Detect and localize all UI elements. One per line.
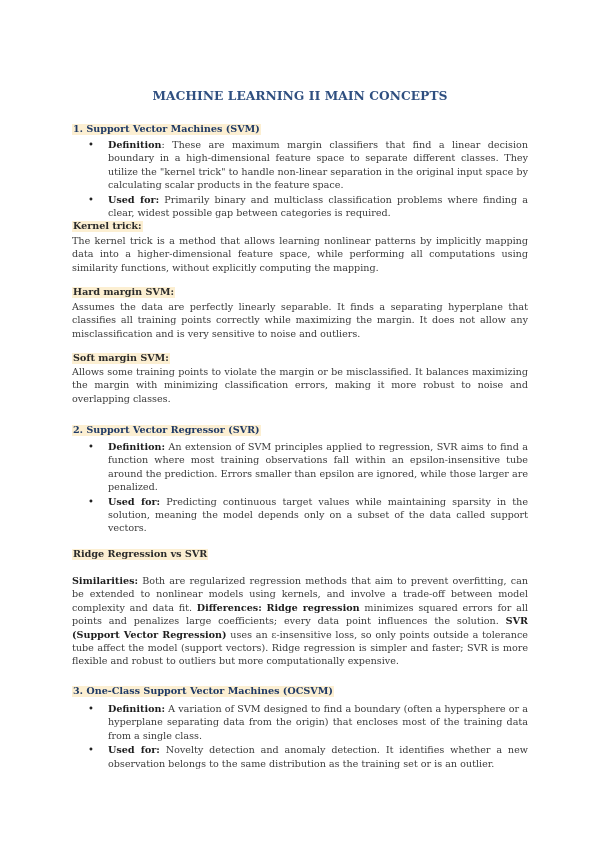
hard-margin-heading: Hard margin SVM: (73, 287, 175, 298)
ocsvm-bullet-list (72, 703, 528, 772)
svm-used-for-item: • Used for: Primarily binary and multiclass classification problems where finding a clear, widest possible gap between categories is required. (72, 194, 528, 221)
svr-used-for-item: • Used for: Predicting continuous target values while maintaining sparsity in the solution, meaning the model depends only on a subset of the data called support vectors. (72, 496, 528, 536)
page-title: MACHINE LEARNING II MAIN CONCEPTS (152, 89, 448, 103)
kernel-trick-text: The kernel trick is a method that allows learning nonlinear patterns by implicitly mapping data into a higher-dimensional feature space, while performing all computations using similarity functions, without explicitly computing the mapping. (72, 236, 528, 274)
svm-definition-item: • Definition: These are maximum margin classifiers that find a linear decision boundary in a high-dimensional feature space to separate different classes. They utilize the "kernel trick" to handle non-linear separation in the original input space by calculating scalar products in the feature space. (72, 139, 528, 193)
svr-bullet-list (72, 441, 528, 537)
soft-margin-heading: Soft margin SVM: (73, 353, 169, 364)
hard-margin-text: Assumes the data are perfectly linearly separable. It finds a separating hyperplane that classifies all training points correctly while maximizing the margin. It does not allow any misclassification and is very sensitive to noise and outliers. (72, 302, 528, 340)
section-heading-svr: 2. Support Vector Regressor (SVR) (73, 425, 260, 436)
ocsvm-used-for-item: • Used for: Novelty detection and anomaly detection. It identifies whether a new observation belongs to the same distribution as the training set or is an outlier. (72, 744, 528, 771)
kernel-trick-heading: Kernel trick: (73, 221, 142, 232)
svr-definition-item: • Definition: An extension of SVM principles applied to regression, SVR aims to find a function where most training observations fall within an epsilon-insensitive tube around the prediction. Errors smaller than epsilon are ignored, while those larger are penalized. (72, 441, 528, 495)
section-heading-ocsvm: 3. One-Class Support Vector Machines (OCSVM) (73, 686, 333, 697)
soft-margin-text: Allows some training points to violate the margin or be misclassified. It balances maximizing the margin with minimizing classification errors, making it more robust to noise and overlapping classes. (72, 367, 528, 405)
svm-bullet-list (72, 139, 528, 221)
section-heading-svm: 1. Support Vector Machines (SVM) (73, 124, 260, 135)
ridge-vs-svr-heading: Ridge Regression vs SVR (73, 549, 208, 560)
ridge-vs-svr-text: Similarities: Both are regularized regression methods that aim to prevent overfitting, can be extended to nonlinear models using kernels, and involve a trade-off between model complexity and data fit. Differences: Ridge regression minimizes squared errors for all points and penalizes large coefficients; every data point influences the solution. SVR (Support Vector Regression) uses an ε-insensitive loss, so only points outside a tolerance tube affect the model (support vectors). Ridge regression is simpler and faster; SVR is more flexible and robust to outliers but more computationally expensive. (72, 576, 528, 668)
ocsvm-definition-item: • Definition: A variation of SVM designed to find a boundary (often a hypersphere or a hyperplane separating data from the origin) that encloses most of the training data from a single class. (72, 703, 528, 743)
